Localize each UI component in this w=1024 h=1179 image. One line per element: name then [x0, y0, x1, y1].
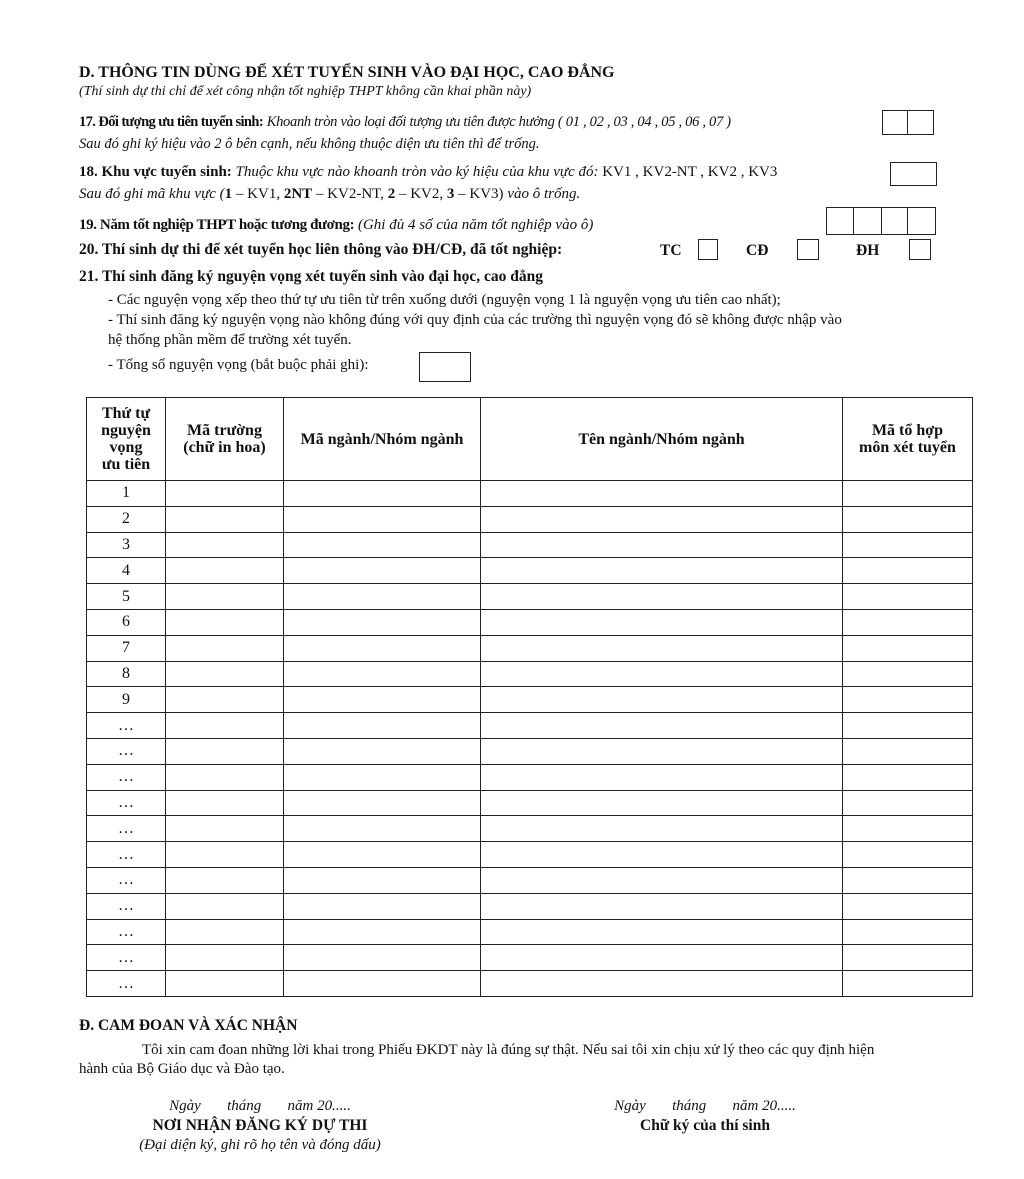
table-row: [87, 661, 973, 687]
major-name-cell[interactable]: [481, 945, 843, 971]
combo-code-cell[interactable]: [843, 609, 973, 635]
q18-line2: [79, 186, 580, 203]
combo-code-cell[interactable]: [843, 687, 973, 713]
q19-line: [79, 217, 593, 234]
major-code-cell[interactable]: [284, 738, 481, 764]
left-signature-block: [110, 1098, 410, 1154]
table-row: [87, 738, 973, 764]
graduation-year-box[interactable]: [826, 207, 936, 235]
header-order-1: Thứ tự: [101, 405, 151, 422]
school-code-cell[interactable]: [166, 893, 284, 919]
wish-order-cell: …: [87, 919, 166, 945]
table-row: [87, 971, 973, 997]
q20-label: 20. Thí sinh dự thi để xét tuyển học liên thông vào ĐH/CĐ, đã tốt nghiệp:: [79, 241, 563, 258]
school-code-cell[interactable]: [166, 635, 284, 661]
box-divider: [853, 208, 854, 234]
q19-text: (Ghi đủ 4 số của năm tốt nghiệp vào ô): [357, 217, 594, 233]
major-code-cell[interactable]: [284, 532, 481, 558]
school-code-cell[interactable]: [166, 532, 284, 558]
major-name-cell[interactable]: [481, 687, 843, 713]
school-code-cell[interactable]: [166, 506, 284, 532]
right-signature-block: [555, 1098, 855, 1135]
combo-code-cell[interactable]: [843, 764, 973, 790]
major-code-cell[interactable]: [284, 558, 481, 584]
q20-dh-label: ĐH: [856, 242, 880, 259]
major-name-cell[interactable]: [481, 558, 843, 584]
wish-order-cell: …: [87, 738, 166, 764]
table-row: [87, 506, 973, 532]
q18-kv2nt: – KV2-NT,: [312, 186, 388, 202]
school-code-cell[interactable]: [166, 842, 284, 868]
header-school-1: Mã trường: [187, 422, 262, 439]
right-date: Ngày tháng năm 20.....: [614, 1098, 796, 1114]
table-row: [87, 816, 973, 842]
wish-order-cell: 6: [87, 609, 166, 635]
combo-code-cell[interactable]: [843, 558, 973, 584]
box-divider: [881, 208, 882, 234]
major-name-cell[interactable]: [481, 816, 843, 842]
combo-code-cell[interactable]: [843, 738, 973, 764]
combo-code-cell[interactable]: [843, 919, 973, 945]
q21-bullet-3: - Tổng số nguyện vọng (bắt buộc phải ghi):: [108, 357, 369, 373]
table-row: [87, 609, 973, 635]
major-name-cell[interactable]: [481, 738, 843, 764]
combo-code-cell[interactable]: [843, 635, 973, 661]
q18-code4: 3: [446, 186, 455, 202]
wish-order-cell: …: [87, 816, 166, 842]
combo-code-cell[interactable]: [843, 506, 973, 532]
school-code-cell[interactable]: [166, 919, 284, 945]
combo-code-cell[interactable]: [843, 584, 973, 610]
major-code-cell[interactable]: [284, 842, 481, 868]
major-name-cell[interactable]: [481, 635, 843, 661]
combo-code-cell[interactable]: [843, 713, 973, 739]
table-header-row: [87, 398, 973, 481]
combo-code-cell[interactable]: [843, 481, 973, 507]
q17-line1: [79, 114, 731, 131]
wish-order-cell: 1: [87, 481, 166, 507]
wish-order-cell: …: [87, 971, 166, 997]
q17-text: Khoanh tròn vào loại đối tượng ưu tiên được hưởng ( 01 , 02 , 03 , 04 , 05 , 06 , 07 ): [266, 114, 731, 130]
q18-areas: KV1 , KV2-NT , KV2 , KV3: [602, 164, 778, 180]
major-code-cell[interactable]: [284, 609, 481, 635]
major-code-cell[interactable]: [284, 790, 481, 816]
wish-order-cell: …: [87, 945, 166, 971]
section-dd-text-2: hành của Bộ Giáo dục và Đào tạo.: [79, 1061, 285, 1077]
major-name-cell[interactable]: [481, 481, 843, 507]
q18-code3: 2: [387, 186, 396, 202]
school-code-cell[interactable]: [166, 867, 284, 893]
school-code-cell[interactable]: [166, 945, 284, 971]
q19-label: 19. Năm tốt nghiệp THPT hoặc tương đương:: [79, 217, 355, 233]
table-row: [87, 790, 973, 816]
school-code-cell[interactable]: [166, 687, 284, 713]
section-d-note: (Thí sinh dự thi chỉ để xét công nhận tốt nghiệp THPT không cần khai phần này): [79, 84, 532, 99]
section-dd-text-1: Tôi xin cam đoan những lời khai trong Phiếu ĐKDT này là đúng sự thật. Nếu sai tôi xin chịu xử lý theo các quy định hiện: [142, 1042, 875, 1058]
header-order: [87, 398, 166, 481]
school-code-cell[interactable]: [166, 713, 284, 739]
major-name-cell[interactable]: [481, 713, 843, 739]
area-code-box[interactable]: [890, 162, 937, 186]
major-name-cell[interactable]: [481, 893, 843, 919]
major-code-cell[interactable]: [284, 764, 481, 790]
left-note: (Đại diện ký, ghi rõ họ tên và đóng dấu): [139, 1137, 381, 1153]
dh-checkbox[interactable]: [909, 239, 931, 260]
wish-order-cell: …: [87, 893, 166, 919]
major-code-cell[interactable]: [284, 481, 481, 507]
major-name-cell[interactable]: [481, 661, 843, 687]
major-code-cell[interactable]: [284, 584, 481, 610]
header-combo: [843, 398, 973, 481]
q18-kv2: – KV2,: [395, 186, 447, 202]
major-code-cell[interactable]: [284, 867, 481, 893]
header-major-name-text: Tên ngành/Nhóm ngành: [578, 430, 745, 448]
q18-code2: 2NT: [283, 186, 313, 202]
major-name-cell[interactable]: [481, 506, 843, 532]
table-row: [87, 687, 973, 713]
section-dd-title: Đ. CAM ĐOAN VÀ XÁC NHẬN: [79, 1017, 298, 1034]
q21-bullet-1: - Các nguyện vọng xếp theo thứ tự ưu tiên từ trên xuống dưới (nguyện vọng 1 là nguyện vọng ưu tiên cao nhất);: [108, 292, 781, 308]
q20-cd-label: CĐ: [746, 242, 769, 259]
header-order-3: vọng: [109, 439, 143, 456]
wish-order-cell: 9: [87, 687, 166, 713]
left-date: Ngày tháng năm 20.....: [169, 1098, 351, 1114]
school-code-cell[interactable]: [166, 764, 284, 790]
header-major-code-text: Mã ngành/Nhóm ngành: [300, 430, 464, 448]
major-code-cell[interactable]: [284, 635, 481, 661]
table-row: [87, 635, 973, 661]
major-name-cell[interactable]: [481, 842, 843, 868]
q17-line2: Sau đó ghi ký hiệu vào 2 ô bên cạnh, nếu không thuộc diện ưu tiên thì để trống.: [79, 136, 540, 152]
wish-order-cell: 3: [87, 532, 166, 558]
header-order-2: nguyện: [101, 422, 151, 439]
total-wishes-box[interactable]: [419, 352, 471, 382]
combo-code-cell[interactable]: [843, 842, 973, 868]
combo-code-cell[interactable]: [843, 945, 973, 971]
wish-order-cell: …: [87, 790, 166, 816]
table-row: [87, 842, 973, 868]
table-row: [87, 558, 973, 584]
table-row: [87, 764, 973, 790]
major-name-cell[interactable]: [481, 971, 843, 997]
header-school-code: [166, 398, 284, 481]
school-code-cell[interactable]: [166, 790, 284, 816]
school-code-cell[interactable]: [166, 481, 284, 507]
q18-kv3: – KV3): [454, 186, 504, 202]
q17-label: 17. Đối tượng ưu tiên tuyển sinh:: [79, 114, 264, 130]
major-name-cell[interactable]: [481, 532, 843, 558]
major-name-cell[interactable]: [481, 919, 843, 945]
wish-order-cell: 7: [87, 635, 166, 661]
table-row: [87, 713, 973, 739]
q18-line2-b: vào ô trống.: [503, 186, 581, 202]
q20-tc-label: TC: [660, 242, 682, 259]
header-major-name: [481, 398, 843, 481]
wish-order-cell: 5: [87, 584, 166, 610]
q21-bullet-2b: hệ thống phần mềm để trường xét tuyển.: [108, 332, 352, 348]
major-code-cell[interactable]: [284, 687, 481, 713]
header-order-4: ưu tiên: [101, 456, 151, 473]
table-row: [87, 945, 973, 971]
left-title: NƠI NHẬN ĐĂNG KÝ DỰ THI: [152, 1117, 368, 1134]
q18-text: Thuộc khu vực nào khoanh tròn vào ký hiệu của khu vực đó:: [235, 164, 599, 180]
wishes-table: [86, 397, 973, 997]
major-name-cell[interactable]: [481, 790, 843, 816]
table-row: [87, 893, 973, 919]
combo-code-cell[interactable]: [843, 893, 973, 919]
major-code-cell[interactable]: [284, 893, 481, 919]
priority-code-box[interactable]: [882, 110, 934, 135]
combo-code-cell[interactable]: [843, 971, 973, 997]
combo-code-cell[interactable]: [843, 661, 973, 687]
school-code-cell[interactable]: [166, 584, 284, 610]
combo-code-cell[interactable]: [843, 790, 973, 816]
major-name-cell[interactable]: [481, 764, 843, 790]
school-code-cell[interactable]: [166, 971, 284, 997]
header-combo-1: Mã tổ hợp: [871, 422, 944, 439]
school-code-cell[interactable]: [166, 661, 284, 687]
header-major-code: [284, 398, 481, 481]
combo-code-cell[interactable]: [843, 532, 973, 558]
major-name-cell[interactable]: [481, 867, 843, 893]
q18-kv1: – KV1,: [232, 186, 284, 202]
wish-order-cell: 8: [87, 661, 166, 687]
header-combo-2: môn xét tuyển: [859, 439, 956, 456]
major-code-cell[interactable]: [284, 661, 481, 687]
header-school-2: (chữ in hoa): [183, 439, 266, 456]
school-code-cell[interactable]: [166, 609, 284, 635]
q18-code1: 1: [224, 186, 233, 202]
q21-bullet-2a: - Thí sinh đăng ký nguyện vọng nào không đúng với quy định của các trường thì nguyện vọng đó sẽ không được nhập vào: [108, 312, 842, 328]
wish-order-cell: …: [87, 842, 166, 868]
major-name-cell[interactable]: [481, 584, 843, 610]
combo-code-cell[interactable]: [843, 867, 973, 893]
major-name-cell[interactable]: [481, 609, 843, 635]
school-code-cell[interactable]: [166, 816, 284, 842]
major-code-cell[interactable]: [284, 971, 481, 997]
wish-order-cell: 4: [87, 558, 166, 584]
box-divider: [907, 208, 908, 234]
major-code-cell[interactable]: [284, 816, 481, 842]
major-code-cell[interactable]: [284, 919, 481, 945]
table-row: [87, 867, 973, 893]
q18-label: 18. Khu vực tuyển sinh:: [79, 164, 232, 180]
table-row: [87, 532, 973, 558]
table-row: [87, 919, 973, 945]
school-code-cell[interactable]: [166, 738, 284, 764]
wish-order-cell: …: [87, 764, 166, 790]
wish-order-cell: 2: [87, 506, 166, 532]
major-code-cell[interactable]: [284, 713, 481, 739]
major-code-cell[interactable]: [284, 506, 481, 532]
combo-code-cell[interactable]: [843, 816, 973, 842]
school-code-cell[interactable]: [166, 558, 284, 584]
q18-line1: [79, 164, 777, 181]
wish-order-cell: …: [87, 867, 166, 893]
q18-line2-a: Sau đó ghi mã khu vực (: [79, 186, 225, 202]
table-row: [87, 584, 973, 610]
major-code-cell[interactable]: [284, 945, 481, 971]
wish-order-cell: …: [87, 713, 166, 739]
right-title: Chữ ký của thí sinh: [640, 1117, 770, 1134]
box-divider: [907, 111, 908, 134]
q21-label: 21. Thí sinh đăng ký nguyện vọng xét tuyển sinh vào đại học, cao đẳng: [79, 268, 543, 285]
cd-checkbox[interactable]: [797, 239, 819, 260]
section-d-title: D. THÔNG TIN DÙNG ĐỂ XÉT TUYỂN SINH VÀO ĐẠI HỌC, CAO ĐẲNG: [79, 64, 615, 81]
table-row: [87, 481, 973, 507]
tc-checkbox[interactable]: [698, 239, 718, 260]
